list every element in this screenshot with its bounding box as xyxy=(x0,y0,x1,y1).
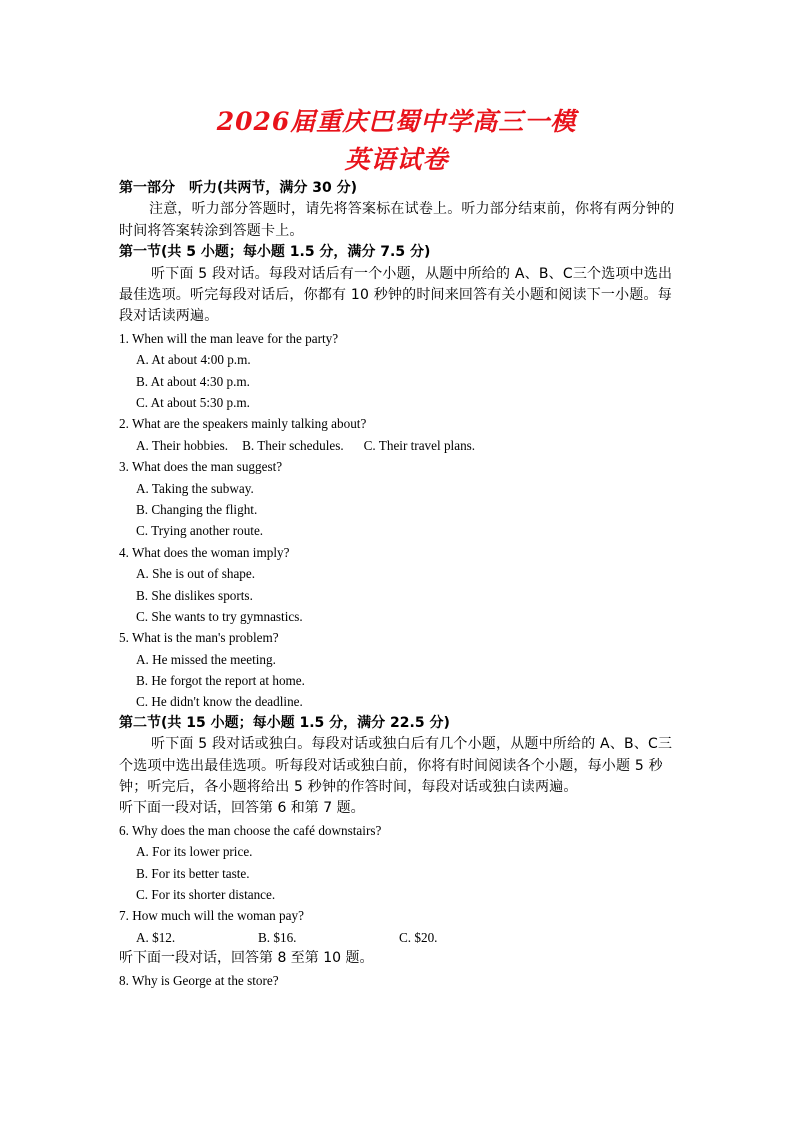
option-7c: C. $20. xyxy=(399,929,438,945)
option-2a: A. Their hobbies. xyxy=(136,437,229,453)
option-1c: C. At about 5:30 p.m. xyxy=(136,394,250,410)
option-1b: B. At about 4:30 p.m. xyxy=(136,373,250,389)
option-7a: A. $12. xyxy=(136,929,176,945)
option-4c: C. She wants to try gymnastics. xyxy=(136,608,303,624)
question-3: 3. What does the man suggest? xyxy=(119,459,283,475)
question-7: 7. How much will the woman pay? xyxy=(119,908,304,924)
option-2c: C. Their travel plans. xyxy=(363,437,476,453)
option-6a: A. For its lower price. xyxy=(136,844,253,860)
options-2 xyxy=(119,435,679,456)
option-6b: B. For its better taste. xyxy=(136,865,250,881)
section1-instructions xyxy=(119,264,679,328)
dialog-intro-6-7: 听下面一段对话，回答第 6 和第 7 题。 xyxy=(119,800,365,817)
exam-content xyxy=(119,178,679,991)
option-2b: B. Their schedules. xyxy=(242,437,344,453)
option-3c: C. Trying another route. xyxy=(136,523,264,539)
question-4: 4. What does the woman imply? xyxy=(119,544,290,560)
options-7 xyxy=(119,927,679,948)
part1-note xyxy=(119,199,679,242)
option-3a: A. Taking the subway. xyxy=(136,480,254,496)
exam-title: 2026届重庆巴蜀中学高三一模 xyxy=(216,107,577,136)
option-4a: A. She is out of shape. xyxy=(136,566,256,582)
question-8: 8. Why is George at the store? xyxy=(119,972,279,988)
question-6: 6. Why does the man choose the café downstairs? xyxy=(119,822,382,838)
part1-heading: 第一部分 听力(共两节，满分 30 分) xyxy=(119,180,358,196)
question-2: 2. What are the speakers mainly talking about? xyxy=(119,416,367,432)
section2-heading: 第二节(共 15 小题；每小题 1.5 分，满分 22.5 分) xyxy=(119,714,450,731)
exam-subtitle: 英语试卷 xyxy=(344,145,449,174)
option-5b: B. He forgot the report at home. xyxy=(136,673,305,689)
option-3b: B. Changing the flight. xyxy=(136,501,258,517)
question-1: 1. When will the man leave for the party? xyxy=(119,330,339,346)
option-4b: B. She dislikes sports. xyxy=(136,587,253,603)
section1-heading: 第一节(共 5 小题；每小题 1.5 分，满分 7.5 分) xyxy=(119,244,431,261)
section2-instructions-text: 听下面 5 段对话或独白。每段对话或独白后有几个小题，从题中所给的 A、B、C三个选项中选出最佳选项。听每段对话或独白前，你将有时间阅读各个小题，每小题 5 秒钟；听完后，各小题将给出 5 秒钟的作答时间，每段对话或独白读两遍。 xyxy=(119,736,673,796)
section1-instructions-text: 听下面 5 段对话。每段对话后有一个小题，从题中所给的 A、B、C三个选项中选出最佳选项。听完每段对话后，你都有 10 秒钟的时间来回答有关小题和阅读下一小题。每段对话读两遍。 xyxy=(119,265,673,325)
option-5a: A. He missed the meeting. xyxy=(136,651,276,667)
part1-note-text: 注意，听力部分答题时，请先将答案标在试卷上。听力部分结束前，你将有两分钟的时间将答案转涂到答题卡上。 xyxy=(119,201,675,239)
dialog-intro-8-10: 听下面一段对话，回答第 8 至第 10 题。 xyxy=(119,950,374,967)
question-5: 5. What is the man's problem? xyxy=(119,630,279,646)
option-7b: B. $16. xyxy=(258,929,297,945)
option-6c: C. For its shorter distance. xyxy=(136,887,276,903)
option-5c: C. He didn't know the deadline. xyxy=(136,694,303,710)
option-1a: A. At about 4:00 p.m. xyxy=(136,352,251,368)
section2-instructions xyxy=(119,734,679,798)
